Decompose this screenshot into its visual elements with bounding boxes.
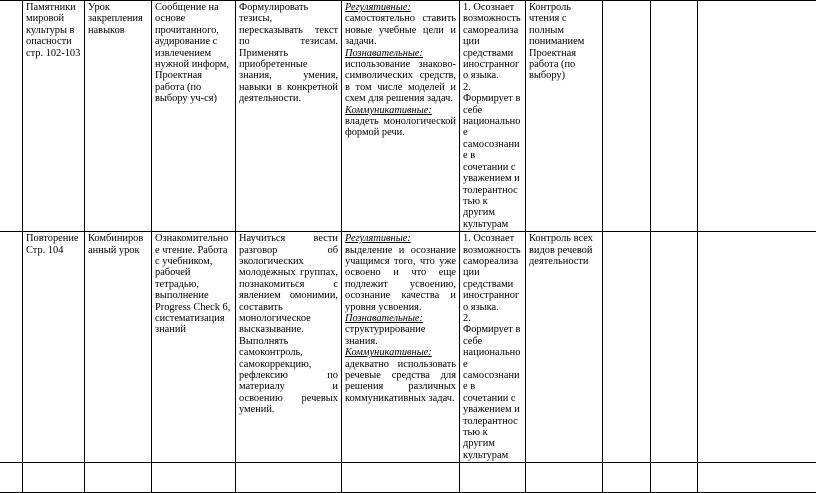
- lesson-topic: Повторение Стр. 104: [23, 232, 85, 463]
- uud-cell: [342, 232, 460, 463]
- uud-communicative-text: владеть монологической формой речи.: [345, 116, 456, 138]
- empty-cell: [603, 463, 651, 493]
- personal-result-item: 2. Формирует в себе национально е самосознани е в сочетании с уважением и толерантнос тью к другим культурам: [463, 82, 522, 230]
- uud-regulative-text: выделение и осознание учащимся того, что уже освоено и что еще подлежит усвоению, осознание качества и уровня усвоения.: [345, 245, 456, 313]
- empty-cell: [603, 232, 651, 463]
- empty-cell: [603, 1, 651, 232]
- empty-cell: [651, 1, 698, 232]
- uud-communicative-heading: Коммуникативные:: [345, 347, 432, 358]
- personal-results: [460, 232, 526, 463]
- empty-cell: [698, 463, 816, 493]
- lesson-topic: Памятники мировой культуры в опасности стр. 102-103: [23, 1, 85, 232]
- uud-cell: [342, 1, 460, 232]
- uud-cognitive-heading: Познавательные:: [345, 313, 423, 324]
- personal-results: [460, 1, 526, 232]
- personal-result-item: 1. Осознает возможность самореализа ции средствами иностранног о языка.: [463, 2, 522, 82]
- empty-cell: [651, 232, 698, 463]
- empty-cell: [651, 463, 698, 493]
- subject-results: Формулировать тезисы, пересказывать текст по тезисам. Применять приобретенные знания, умения, навыки в конкретной деятельности.: [236, 1, 342, 232]
- control-form: Контроль чтения с полным пониманием Проектная работа (по выбору): [526, 1, 603, 232]
- empty-cell: [23, 463, 85, 493]
- empty-cell: [526, 463, 603, 493]
- lesson-activity: Сообщение на основе прочитанного, аудирование с извлечением нужной информ, Проектная работа (по выбору уч-ся): [152, 1, 236, 232]
- control-form: Контроль всех видов речевой деятельности: [526, 232, 603, 463]
- empty-cell: [342, 463, 460, 493]
- personal-result-item: 1. Осознает возможность самореализа ции средствами иностранног о языка.: [463, 233, 522, 313]
- uud-communicative-heading: Коммуникативные:: [345, 105, 432, 116]
- empty-cell: [698, 1, 816, 232]
- lesson-number: [0, 1, 23, 232]
- uud-regulative-heading: Регулятивные:: [345, 233, 411, 244]
- uud-cognitive-text: структурирование знания.: [345, 324, 425, 346]
- subject-results: Научиться вести разговор об экологических молодежных группах, познакомиться с явлением омонимии, составить монологическое высказывание. Выполнять самоконтроль, самокоррекцию, рефлексию по материалу и освоению речевых умений.: [236, 232, 342, 463]
- lesson-number: [0, 232, 23, 463]
- table-row: [0, 463, 816, 493]
- empty-cell: [698, 232, 816, 463]
- empty-cell: [460, 463, 526, 493]
- empty-cell: [85, 463, 152, 493]
- uud-regulative-heading: Регулятивные:: [345, 2, 411, 13]
- lesson-type: Урок закрепления навыков: [85, 1, 152, 232]
- personal-result-item: 2. Формирует в себе национально е самосознани е в сочетании с уважением и толерантнос тью к другим культурам: [463, 313, 522, 461]
- uud-communicative-text: адекватно использовать речевые средства для решения различных коммуникативных задач.: [345, 359, 456, 404]
- uud-regulative-text: самостоятельно ставить новые учебные цели и задачи.: [345, 13, 456, 47]
- empty-cell: [0, 463, 23, 493]
- table-row: [0, 232, 816, 463]
- lesson-activity: Ознакомительно е чтение. Работа с учебником, рабочей тетрадью, выполнение Progress Check 6, систематизация знаний: [152, 232, 236, 463]
- uud-cognitive-heading: Познавательные:: [345, 48, 423, 59]
- lesson-type: Комбиниров анный урок: [85, 232, 152, 463]
- uud-cognitive-text: использование знаково-символических средств, в том числе моделей и схем для решения задач.: [345, 59, 456, 104]
- table-row: [0, 1, 816, 232]
- empty-cell: [152, 463, 236, 493]
- empty-cell: [236, 463, 342, 493]
